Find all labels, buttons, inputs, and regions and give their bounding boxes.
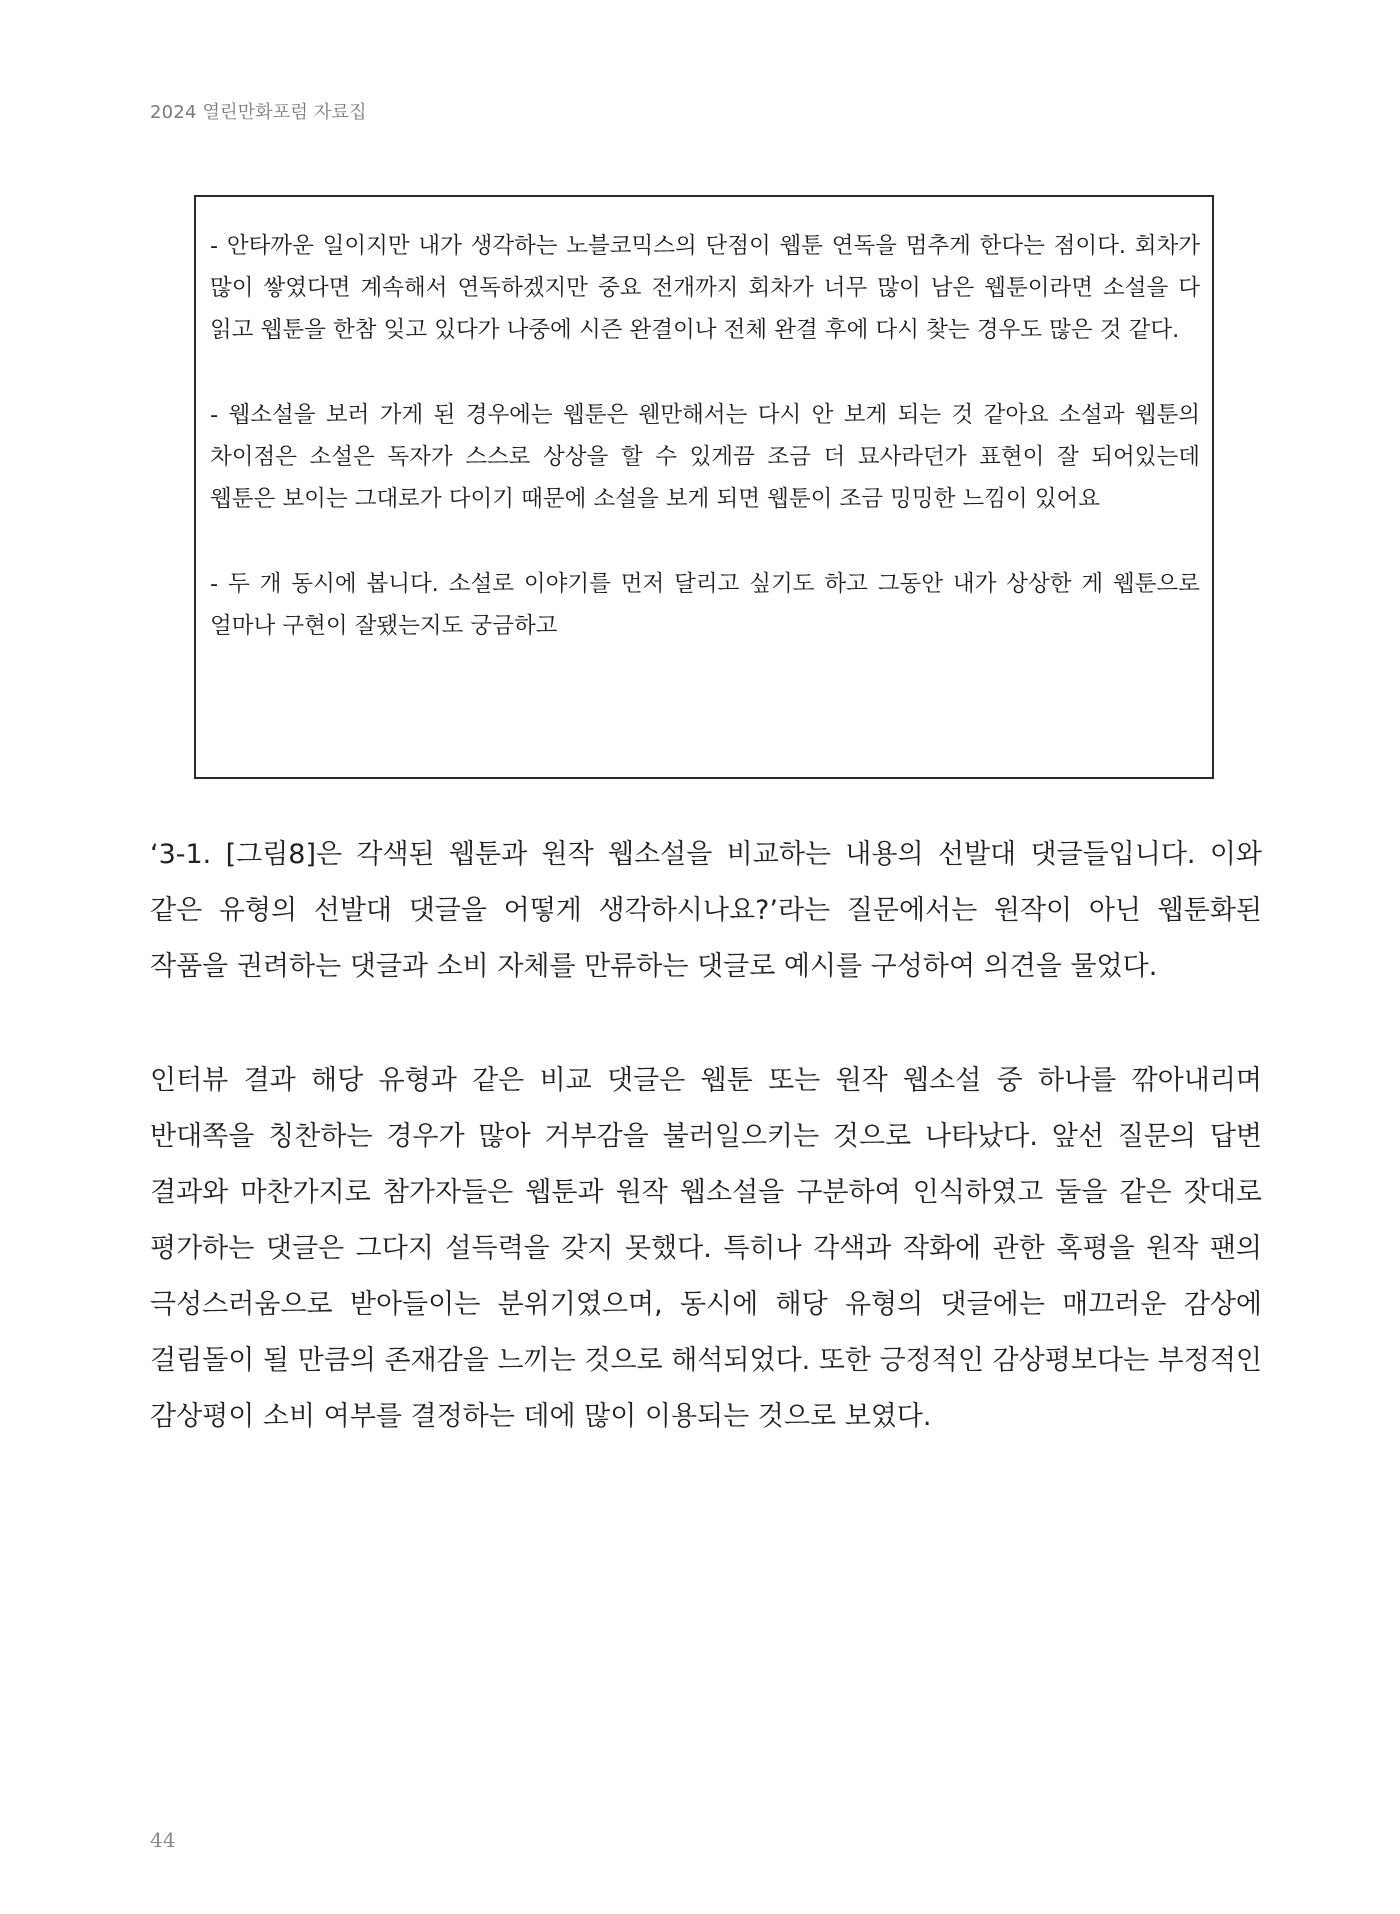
interview-quote-box: [194, 195, 1214, 779]
body-paragraph: 인터뷰 결과 해당 유형과 같은 비교 댓글은 웹툰 또는 원작 웹소설 중 하나를 깎아내리며 반대쪽을 칭찬하는 경우가 많아 거부감을 불러일으키는 것으로 나타났다. 앞선 질문의 답변 결과와 마찬가지로 참가자들은 웹툰과 원작 웹소설을 구분하여 인식하였고 둘을 같은 잣대로 평가하는 댓글은 그다지 설득력을 갖지 못했다. 특히나 각색과 작화에 관한 혹평을 원작 팬의 극성스러움으로 받아들이는 분위기였으며, 동시에 해당 유형의 댓글에는 매끄러운 감상에 걸림돌이 될 만큼의 존재감을 느끼는 것으로 해석되었다. 또한 긍정적인 감상평보다는 부정적인 감상평이 소비 여부를 결정하는 데에 많이 이용되는 것으로 보였다.: [150, 1065, 1262, 1432]
body-paragraph: ‘3-1. [그림8]은 각색된 웹툰과 원작 웹소설을 비교하는 내용의 선발대 댓글들입니다. 이와 같은 유형의 선발대 댓글을 어떻게 생각하시나요?’라는 질문에서는 원작이 아닌 웹툰화된 작품을 권려하는 댓글과 소비 자체를 만류하는 댓글로 예시를 구성하여 의견을 물었다.: [150, 839, 1262, 982]
quote-paragraph: - 웹소설을 보러 가게 된 경우에는 웹툰은 웬만해서는 다시 안 보게 되는 것 같아요 소설과 웹툰의 차이점은 소설은 독자가 스스로 상상을 할 수 있게끔 조금 더 묘사라던가 표현이 잘 되어있는데 웹툰은 보이는 그대로가 다이기 때문에 소설을 보게 되면 웹툰이 조금 밍밍한 느낌이 있어요: [210, 402, 1200, 512]
page-number: 44: [150, 1828, 176, 1852]
running-header: 2024 열린만화포럼 자료집: [150, 102, 367, 123]
quote-paragraph: - 두 개 동시에 봅니다. 소설로 이야기를 먼저 달리고 싶기도 하고 그동안 내가 상상한 게 웹툰으로 얼마나 구현이 잘됐는지도 궁금하고: [210, 571, 1200, 639]
quote-paragraph: - 안타까운 일이지만 내가 생각하는 노블코믹스의 단점이 웹툰 연독을 멈추게 한다는 점이다. 회차가 많이 쌓였다면 계속해서 연독하겠지만 중요 전개까지 회차가 너무 많이 남은 웹툰이라면 소설을 다 읽고 웹툰을 한참 잊고 있다가 나중에 시즌 완결이나 전체 완결 후에 다시 찾는 경우도 많은 것 같다.: [210, 233, 1200, 343]
